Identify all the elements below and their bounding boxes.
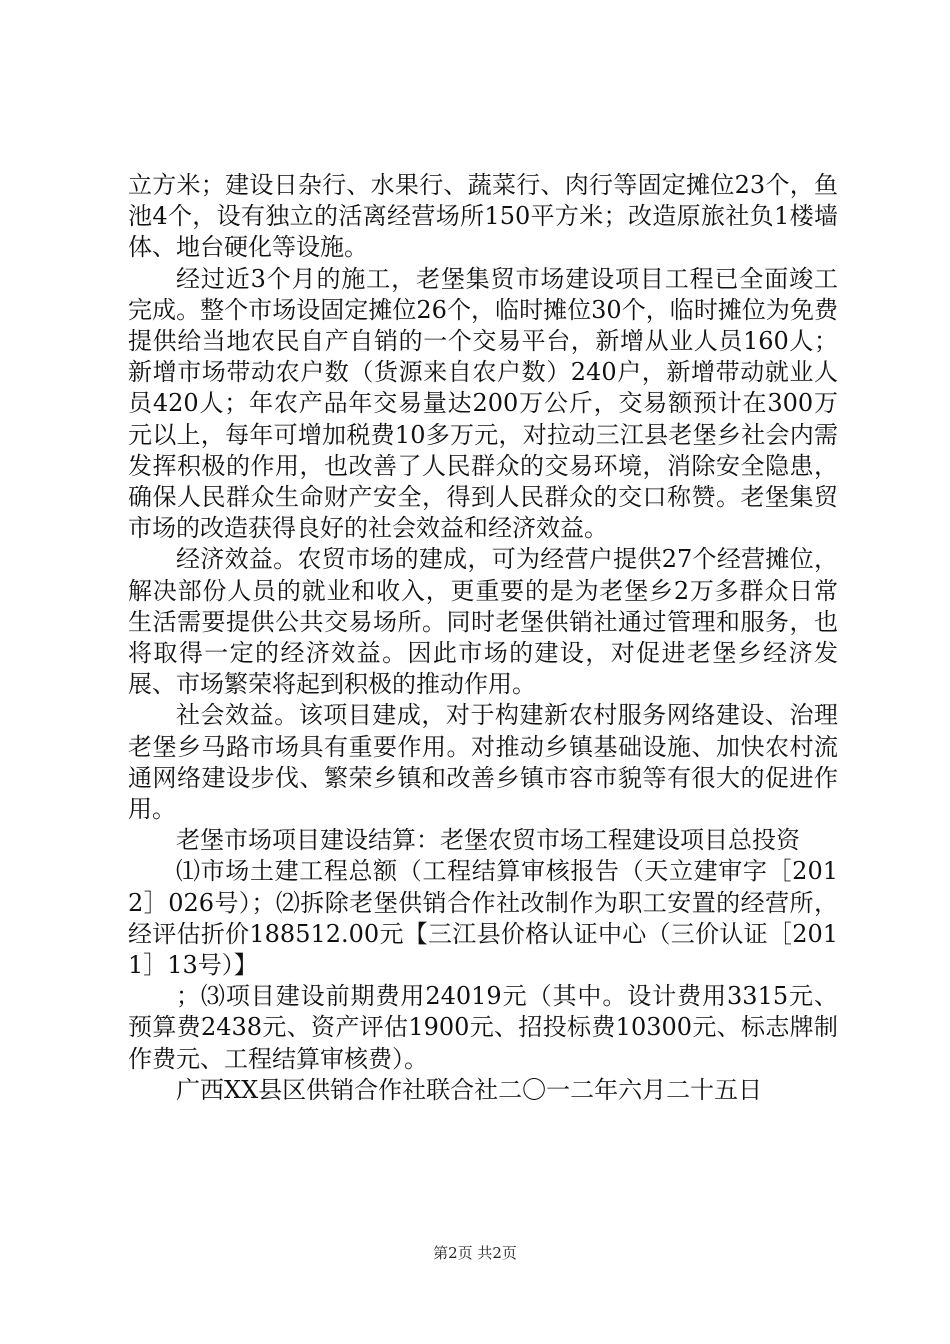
paragraph-2: 经过近3个月的施工，老堡集贸市场建设项目工程已全面竣工完成。整个市场设固定摊位26个，临时摊位30个，临时摊位为免费提供给当地农民自产自销的一个交易平台，新增从业人员160人；新增市场带动农户数（货源来自农户数）240户，新增带动就业人员420人；年农产品年交易量达200万公斤，交易额预计在300万元以上，每年可增加税费10多万元，对拉动三江县老堡乡社会内需发挥积极的作用，也改善了人民群众的交易环境，消除安全隐患，确保人民群众生命财产安全，得到人民群众的交口称赞。老堡集贸市场的改造获得良好的社会效益和经济效益。 xyxy=(128,264,838,543)
paragraph-7: ；⑶项目建设前期费用24019元（其中。设计费用3315元、预算费2438元、资产评估1900元、招投标费10300元、标志牌制作费元、工程结算审核费）。 xyxy=(128,982,838,1073)
document-body xyxy=(128,170,838,1106)
signature-line: 广西XX县区供销合作社联合社二〇一二年六月二十五日 xyxy=(176,1075,763,1104)
paragraph-6: ⑴市场土建工程总额（工程结算审核报告（天立建审字［2012］026号）；⑵拆除老堡供销合作社改制作为职工安置的经营所，经评估折价188512.00元【三江县价格认证中心（三价认证［2011］13号）】 xyxy=(128,857,838,980)
paragraph-5: 老堡市场项目建设结算：老堡农贸市场工程建设项目总投资 xyxy=(176,826,800,855)
paragraph-4: 社会效益。该项目建成，对于构建新农村服务网络建设、治理老堡乡马路市场具有重要作用。对推动乡镇基础设施、加快农村流通网络建设步伐、繁荣乡镇和改善乡镇市容市貌等有很大的促进作用。 xyxy=(128,701,838,824)
page-number-footer: 第2页 共2页 xyxy=(433,1244,517,1262)
paragraph-3: 经济效益。农贸市场的建成，可为经营户提供27个经营摊位，解决部份人员的就业和收入，更重要的是为老堡乡2万多群众日常生活需要提供公共交易场所。同时老堡供销社通过管理和服务，也将取得一定的经济效益。因此市场的建设，对促进老堡乡经济发展、市场繁荣将起到积极的推动作用。 xyxy=(128,545,838,699)
paragraph-1: 立方米；建设日杂行、水果行、蔬菜行、肉行等固定摊位23个，鱼池4个，设有独立的活离经营场所150平方米；改造原旅社负1楼墙体、地台硬化等设施。 xyxy=(128,171,838,262)
